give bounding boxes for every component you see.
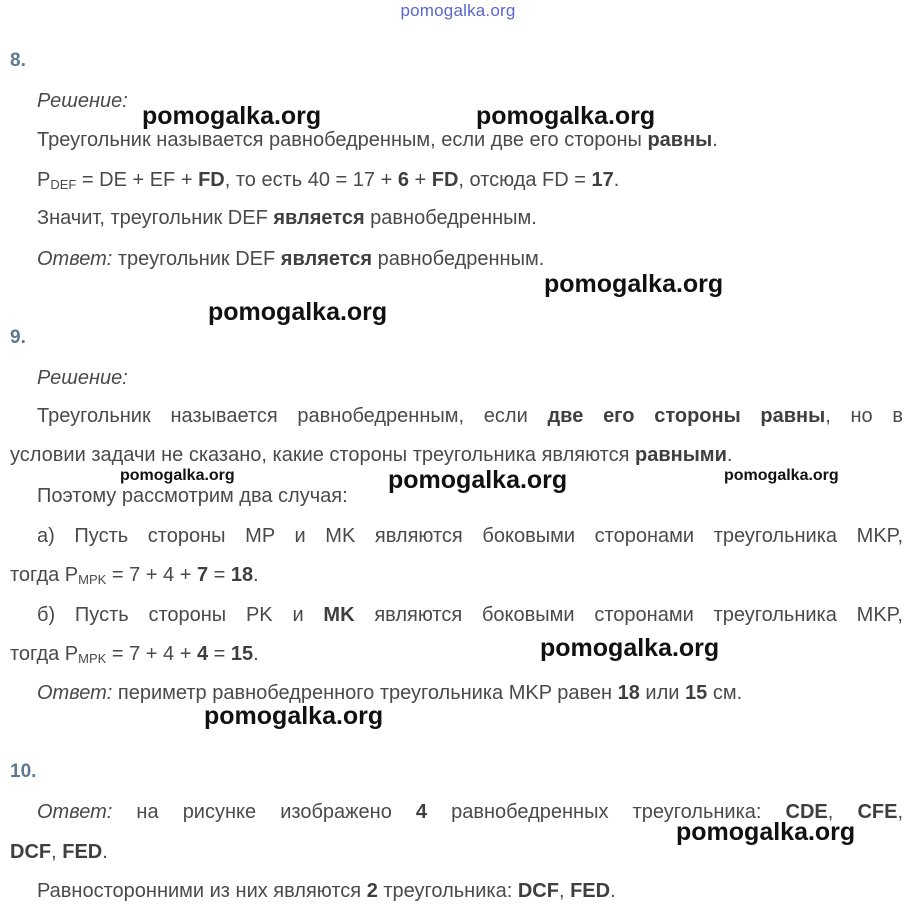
watermark: pomogalka.org — [142, 102, 322, 130]
text: , — [51, 841, 63, 863]
watermark: pomogalka.org — [388, 466, 568, 494]
bold-text: 17 — [591, 169, 614, 191]
task-9-case-a-perimeter — [10, 564, 259, 587]
task-9-case-a: а) Пусть стороны MP и MK являются боковыми сторонами треугольника MKP, — [37, 525, 903, 547]
task-10-answer-continued — [10, 841, 108, 864]
text: равнобедренным. — [364, 207, 537, 229]
text: = — [208, 643, 231, 665]
text: = 7 + 4 + — [106, 643, 197, 665]
task-8-answer — [37, 248, 544, 271]
text: , но в — [825, 405, 904, 427]
bold-text: FED — [62, 841, 103, 863]
bold-text: 2 — [366, 880, 378, 902]
task-9-condition — [10, 444, 732, 467]
text: . — [610, 880, 616, 902]
bold-text: MK — [323, 604, 355, 626]
watermark: pomogalka.org — [540, 634, 720, 662]
watermark: pomogalka.org — [544, 270, 724, 298]
task-8-solution-label: Решение: — [37, 90, 128, 112]
task-8-definition — [37, 129, 718, 152]
task-10-number: 10. — [10, 761, 37, 782]
task-9-answer — [37, 682, 742, 705]
text: . — [613, 169, 620, 191]
text: равнобедренных треугольника: — [427, 801, 786, 823]
watermark: pomogalka.org — [676, 818, 856, 846]
task-9-two-cases: Поэтому рассмотрим два случая: — [37, 485, 348, 507]
text: , то есть 40 = 17 + — [224, 169, 398, 191]
text: + — [408, 169, 432, 191]
perimeter-subscript: MPK — [78, 572, 107, 587]
task-8-number: 8. — [10, 50, 26, 71]
bold-text: равными — [634, 444, 727, 466]
text: . — [253, 564, 259, 586]
watermark: pomogalka.org — [120, 467, 235, 484]
bold-text: FED — [570, 880, 611, 902]
bold-text: DCF — [10, 841, 52, 863]
watermark: pomogalka.org — [724, 467, 839, 484]
text: треугольника: — [377, 880, 518, 902]
task-10-equilateral — [37, 880, 616, 903]
bold-text: 15 — [230, 643, 254, 665]
watermark: pomogalka.org — [204, 702, 384, 730]
task-8-perimeter-formula — [37, 169, 619, 192]
bold-text: CDE — [785, 801, 828, 823]
bold-text: равны — [647, 129, 713, 151]
bold-text: две его стороны равны — [547, 405, 826, 427]
text: являются боковыми сторонами треугольника MKP, — [354, 604, 903, 626]
task-9-case-b-perimeter — [10, 643, 259, 666]
bold-text: 7 — [196, 564, 209, 586]
bold-text: 6 — [397, 169, 409, 191]
text: , отсюда FD = — [458, 169, 592, 191]
text: тогда P — [10, 643, 79, 665]
text: или — [639, 682, 686, 704]
bold-text: 18 — [617, 682, 640, 704]
bold-text: является — [273, 207, 365, 229]
text: , — [558, 880, 571, 902]
text: см. — [707, 682, 743, 704]
bold-text: 4 — [196, 643, 209, 665]
text: = DE + EF + — [76, 169, 199, 191]
top-watermark: pomogalka.org — [400, 1, 516, 20]
answer-label: Ответ: — [37, 682, 113, 704]
text: , — [897, 801, 903, 823]
text: Значит, треугольник DEF — [37, 207, 274, 229]
text: б) Пусть стороны PK и — [37, 604, 324, 626]
text: . — [253, 643, 259, 665]
text: Треугольник называется равнобедренным, если — [37, 405, 548, 427]
text: периметр равнобедренного треугольника MKP равен — [112, 682, 618, 704]
watermark: pomogalka.org — [208, 298, 388, 326]
task-9-definition — [37, 405, 903, 428]
bold-text: 4 — [415, 801, 428, 823]
task-9-number: 9. — [10, 327, 26, 348]
task-9-solution-label: Решение: — [37, 367, 128, 389]
bold-text: DCF — [517, 880, 559, 902]
text: Треугольник называется равнобедренным, если две его стороны — [37, 129, 648, 151]
bold-text: CFE — [857, 801, 898, 823]
text: , — [827, 801, 858, 823]
perimeter-subscript: DEF — [50, 177, 77, 192]
text: . — [102, 841, 108, 863]
answer-label: Ответ: — [37, 248, 113, 270]
text: = 7 + 4 + — [106, 564, 197, 586]
bold-text: 15 — [685, 682, 708, 704]
text: Равносторонними из них являются — [37, 880, 367, 902]
text: условии задачи не сказано, какие стороны треугольника являются — [10, 444, 635, 466]
task-8-conclusion — [37, 207, 537, 230]
bold-text: является — [280, 248, 373, 270]
bold-text: FD — [198, 169, 225, 191]
text: на рисунке изображено — [112, 801, 416, 823]
text: треугольник DEF — [112, 248, 281, 270]
text: равнобедренным. — [372, 248, 545, 270]
text: . — [726, 444, 733, 466]
perimeter-subscript: MPK — [78, 651, 107, 666]
bold-text: 18 — [230, 564, 254, 586]
watermark: pomogalka.org — [476, 102, 656, 130]
answer-label: Ответ: — [37, 801, 113, 823]
bold-text: FD — [431, 169, 459, 191]
perimeter-symbol: P — [37, 169, 51, 191]
text: = — [208, 564, 231, 586]
text: тогда P — [10, 564, 79, 586]
task-9-case-b — [37, 604, 903, 627]
text: . — [712, 129, 718, 151]
